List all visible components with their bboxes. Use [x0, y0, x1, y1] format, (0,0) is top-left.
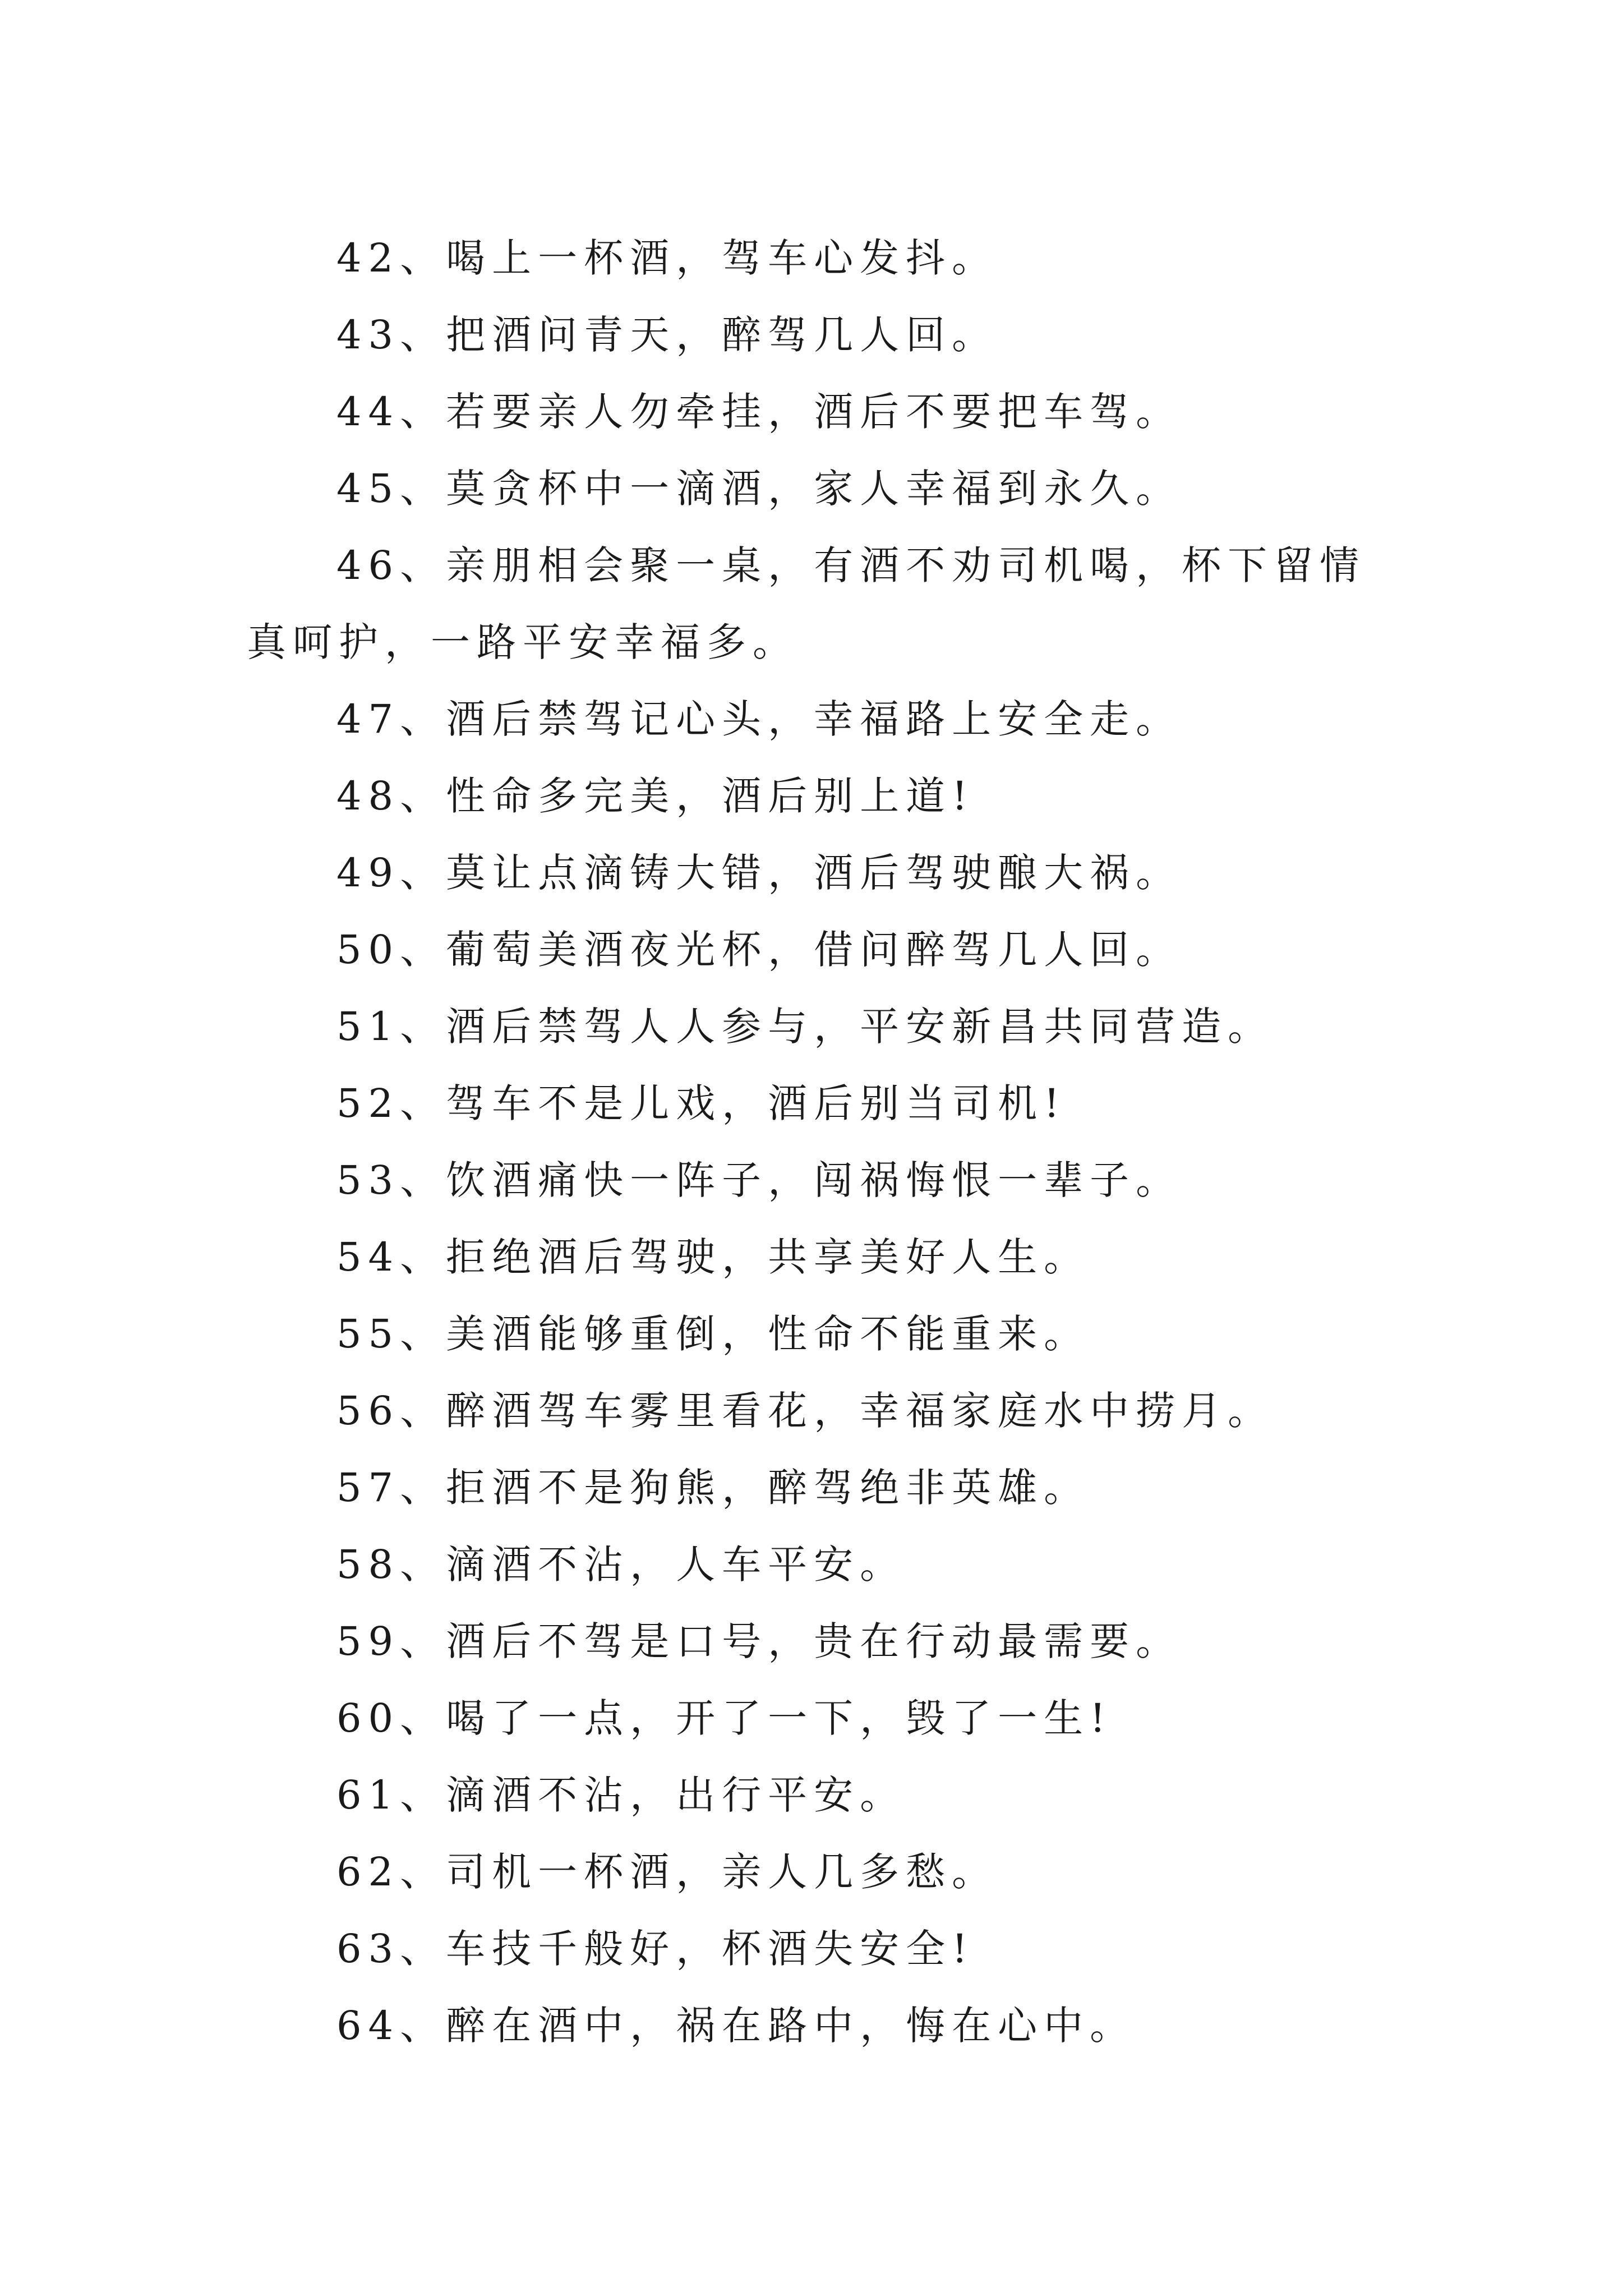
list-item-44: 44、若要亲人勿牵挂，酒后不要把车驾。: [336, 389, 1182, 435]
list-item-63: 63、车技千般好，杯酒失安全!: [336, 1926, 975, 1972]
list-item-50: 50、葡萄美酒夜光杯，借问醉驾几人回。: [336, 927, 1182, 973]
list-item-47: 47、酒后禁驾记心头，幸福路上安全走。: [336, 696, 1182, 742]
list-item-48: 48、性命多完美，酒后别上道!: [336, 773, 975, 819]
list-item-42: 42、喝上一杯酒，驾车心发抖。: [336, 235, 998, 281]
list-item-54: 54、拒绝酒后驾驶，共享美好人生。: [336, 1234, 1090, 1280]
list-item-60: 60、喝了一点，开了一下，毁了一生!: [336, 1695, 1113, 1741]
list-item-46: 46、亲朋相会聚一桌，有酒不劝司机喝，杯下留情真呵护，一路平安幸福多。: [247, 542, 1366, 665]
list-item-55: 55、美酒能够重倒，性命不能重来。: [336, 1311, 1090, 1357]
document-body: [247, 220, 1391, 2064]
list-item-64: 64、醉在酒中，祸在路中，悔在心中。: [336, 2003, 1136, 2049]
list-item-49: 49、莫让点滴铸大错，酒后驾驶酿大祸。: [336, 850, 1182, 896]
list-item-57: 57、拒酒不是狗熊，醉驾绝非英雄。: [336, 1465, 1090, 1511]
list-item-58: 58、滴酒不沾，人车平安。: [336, 1542, 906, 1588]
list-item-61: 61、滴酒不沾，出行平安。: [336, 1772, 906, 1818]
list-item-52: 52、驾车不是儿戏，酒后别当司机!: [336, 1080, 1067, 1126]
list-item-51: 51、酒后禁驾人人参与，平安新昌共同营造。: [336, 1004, 1274, 1050]
list-item-43: 43、把酒问青天，醉驾几人回。: [336, 312, 998, 358]
list-item-53: 53、饮酒痛快一阵子，闯祸悔恨一辈子。: [336, 1157, 1182, 1203]
list-item-56: 56、醉酒驾车雾里看花，幸福家庭水中捞月。: [336, 1388, 1274, 1434]
list-item-45: 45、莫贪杯中一滴酒，家人幸福到永久。: [336, 466, 1182, 512]
list-item-62: 62、司机一杯酒，亲人几多愁。: [336, 1849, 998, 1895]
list-item-59: 59、酒后不驾是口号，贵在行动最需要。: [336, 1618, 1182, 1664]
